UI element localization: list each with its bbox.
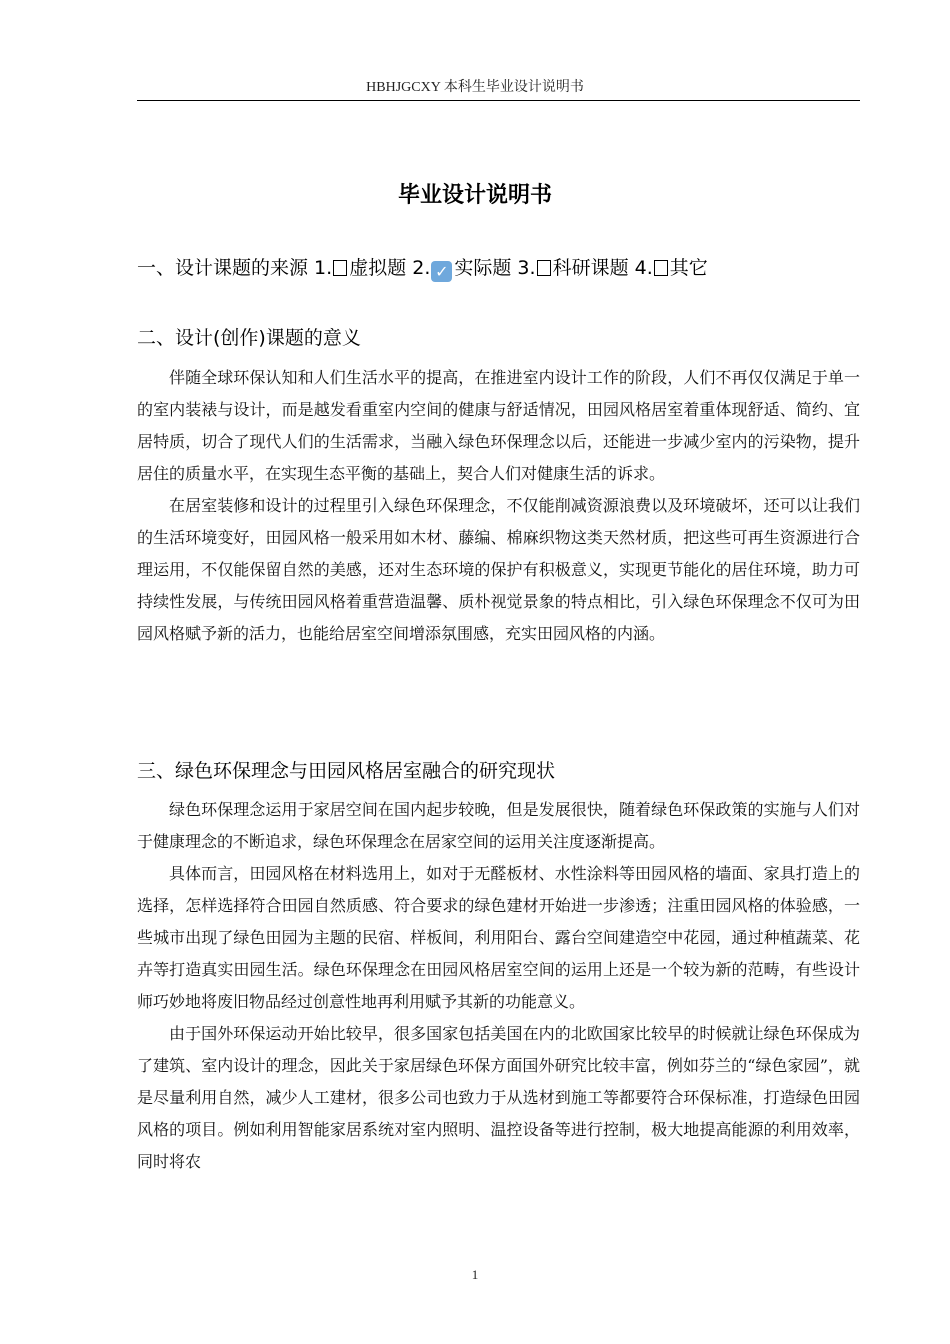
paragraph: 具体而言，田园风格在材料选用上，如对于无醛板材、水性涂料等田园风格的墙面、家具打造上的选择，怎样选择符合田园自然质感、符合要求的绿色建材开始进一步渗透；注重田园风格的体验感，一些城市出现了绿色田园为主题的民宿、样板间，利用阳台、露台空间建造空中花园，通过种植蔬菜、花卉等打造真实田园生活。绿色环保理念在田园风格居室空间的运用上还是一个较为新的范畴，有些设计师巧妙地将废旧物品经过创意性地再利用赋予其新的功能意义。 [137,864,860,1011]
document-title: 毕业设计说明书 [397,183,552,208]
checkbox-other [654,260,668,276]
option-1: 1. 虚拟题 [314,257,413,279]
paragraph: 在居室装修和设计的过程里引入绿色环保理念，不仅能削减资源浪费以及环境破坏，还可以让我们的生活环境变好，田园风格一般采用如木材、藤编、棉麻织物这类天然材质，把这些可再生资源进行合理运用，不仅能保留自然的美感，还对生态环境的保护有积极意义，实现更节能化的居住环境，助力可持续性发展，与传统田园风格着重营造温馨、质朴视觉景象的特点相比，引入绿色环保理念不仅可为田园风格赋予新的活力，也能给居室空间增添氛围感，充实田园风格的内涵。 [137,496,860,643]
header-divider [137,100,860,101]
option-3: 3. 科研课题 [517,257,635,279]
section-body-significance [137,362,860,650]
running-header: HBHJGCXY 本科生毕业设计说明书 [366,80,584,95]
section-heading-source [137,253,860,282]
checkbox-virtual [333,260,347,276]
paragraph: 由于国外环保运动开始比较早，很多国家包括美国在内的北欧国家比较早的时候就让绿色环保成为了建筑、室内设计的理念，因此关于家居绿色环保方面国外研究比较丰富，例如芬兰的“绿色家园”，就是尽量利用自然，减少人工建材，很多公司也致力于从选材到施工等都要符合环保标准，打造绿色田园风格的项目。例如利用智能家居系统对室内照明、温控设备等进行控制，极大地提高能源的利用效率，同时将农 [137,1024,860,1171]
option-4: 4. 其它 [634,257,708,279]
paragraph: 绿色环保理念运用于家居空间在国内起步较晚，但是发展很快，随着绿色环保政策的实施与人们对于健康理念的不断追求，绿色环保理念在居家空间的运用关注度逐渐提高。 [137,800,860,851]
section-heading-significance: 二、设计(创作)课题的意义 [137,327,361,349]
section-heading-label: 一、设计课题的来源 [137,257,315,279]
section-heading-research-status: 三、绿色环保理念与田园风格居室融合的研究现状 [137,760,556,782]
page-number: 1 [471,1267,479,1282]
checkbox-checked-icon: ✓ [431,261,452,282]
section-body-research-status [137,794,860,1178]
paragraph: 伴随全球环保认知和人们生活水平的提高，在推进室内设计工作的阶段，人们不再仅仅满足于单一的室内装裱与设计，而是越发看重室内空间的健康与舒适情况，田园风格居室着重体现舒适、简约、宜居特质，切合了现代人们的生活需求，当融入绿色环保理念以后，还能进一步减少室内的污染物，提升居住的质量水平，在实现生态平衡的基础上，契合人们对健康生活的诉求。 [137,368,860,483]
checkbox-research [537,260,551,276]
option-2: 2. ✓ 实际题 [412,257,518,281]
